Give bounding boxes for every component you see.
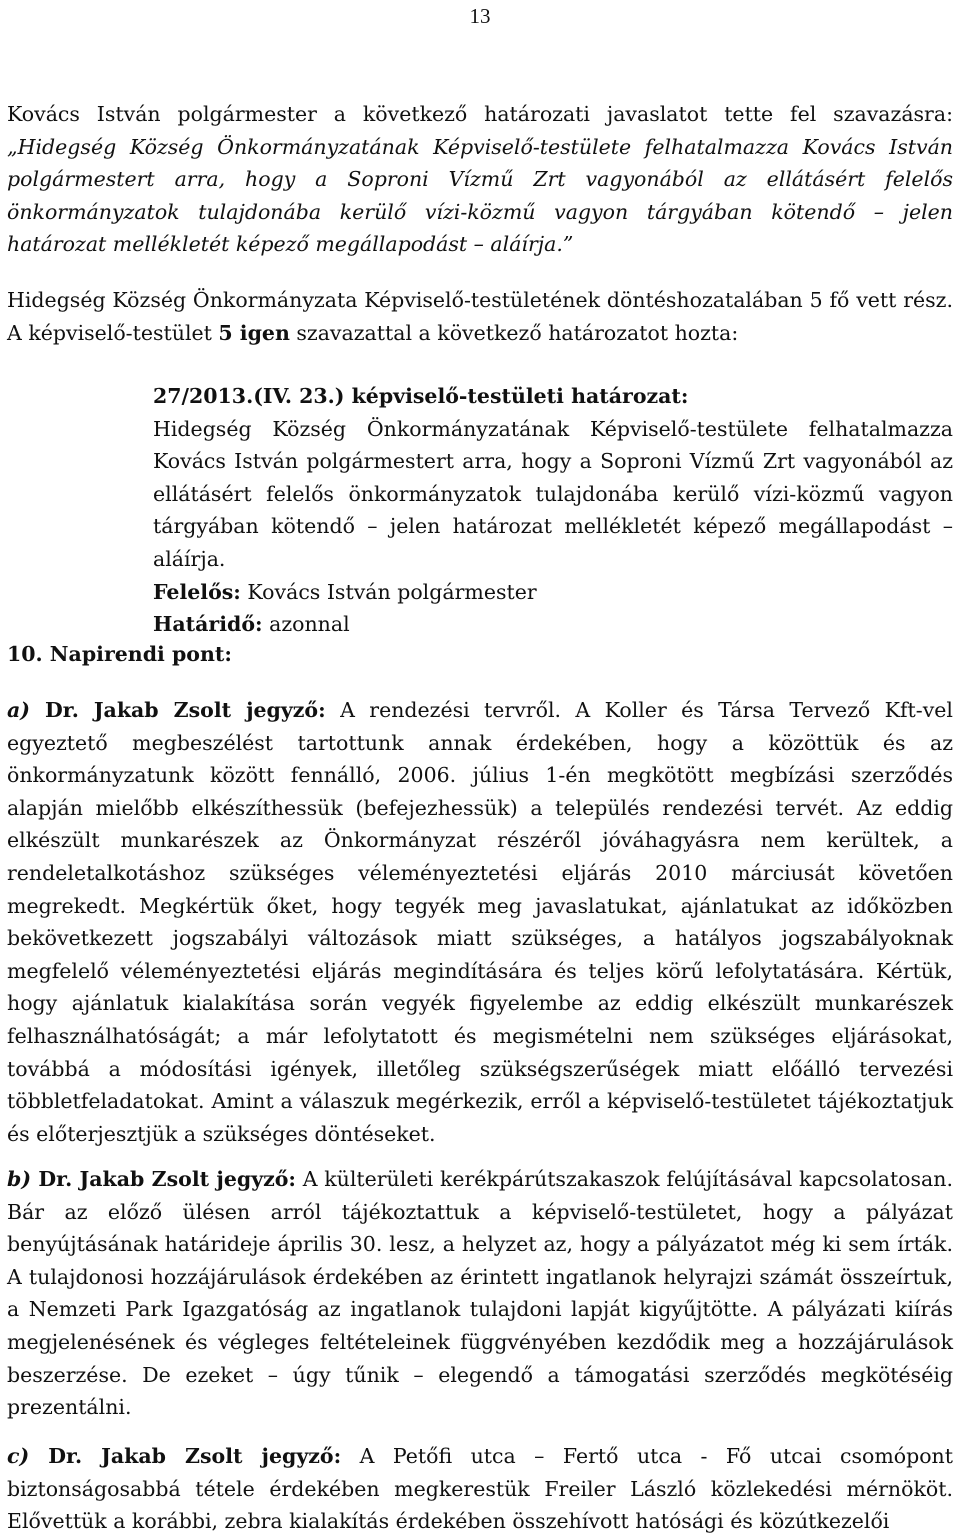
item-speaker: Dr. Jakab Zsolt jegyző: [29,1444,342,1468]
deadline-label: Határidő: [153,612,263,637]
intro-proposal: „Hidegség Község Önkormányzatának Képviselő-testülete felhatalmazza Kovács István polgármestert arra, hogy a Soproni Vízmű Zrt vagyonából az ellátásért felelős önkormányzatok tulajdonába kerülő vízi-közmű vagyon tárgyában kötendő – jelen határozat mellékletét képező megállapodást – aláírja.” [7,134,953,257]
responsible-value: Kovács István polgármester [240,579,537,604]
vote-paragraph [7,284,953,349]
agenda-heading: 10. Napirendi pont: [7,642,232,666]
item-text: A rendezési tervről. A Koller és Társa Tervező Kft-vel egyeztető megbeszélést tartottunk annak érdekében, hogy a közöttük és az önkormányzatunk között fennálló, 2006. július 1-én megkötött megbízási szerződés alapján mielőbb elkészíthessük (befejezhessük) a település rendezési tervét. Az eddig elkészült munkarészek az Önkormányzat részéről jóváhagyásra nem kerültek, a rendeletalkotáshoz szükséges véleményeztetési eljárás 2010 márciusát követően megrekedt. Megkértük őket, hogy tegyék meg javaslatukat, ajánlatukat az időközben bekövetkezett jogszabályi változások miatt szükséges, a hatályos jogszabályoknak megfelelő véleményeztetési eljárás megindítására és teljes körű lefolytatására. Kértük, hogy ajánlatuk kialakítása során vegyék figyelembe az eddig elkészült munkarészek felhasználhatóságát; a már lefolytatott és megismételni nem szükséges eljárásokat, továbbá a módosítási igények, illetőleg szükségszerűségek miatt előálló tervezési többletfeladatokat. Amint a válaszuk megérkezik, erről a képviselő-testületet tájékoztatjuk és előterjesztjük a szükséges döntéseket. [7,698,953,1146]
responsible-label: Felelős: [153,579,241,604]
item-c [7,1440,953,1538]
resolution-title: 27/2013.(IV. 23.) képviselő-testületi határozat: [153,384,689,408]
intro-speaker: Kovács István polgármester a következő határozati javaslatot tette fel szavazásra: [7,102,953,126]
item-letter: c) [7,1444,30,1468]
vote-participation: Hidegség Község Önkormányzata Képviselő-testületének döntéshozatalában 5 fő vett rész. [7,288,953,312]
vote-suffix: szavazattal a következő határozatot hozta: [289,320,739,345]
page-number: 13 [469,4,491,28]
item-speaker: Dr. Jakab Zsolt jegyző: [31,1167,296,1191]
item-b [7,1163,953,1424]
resolution-deadline [153,608,953,641]
item-text: A Petőfi utca – Fertő utca - Fő utcai csomópont biztonságosabbá tétele érdekében megkerestük Freiler László közlekedési mérnököt. Elővettük a korábbi, zebra kialakítás érdekében összehívott hatósági és közútkezelői [7,1444,954,1534]
item-a [7,694,953,1150]
item-letter: a) [7,698,30,722]
item-speaker: Dr. Jakab Zsolt jegyző: [29,698,326,722]
vote-prefix: A képviselő-testület [7,320,219,345]
item-letter: b) [7,1167,32,1191]
vote-count: 5 igen [218,320,290,345]
resolution-block [153,380,953,641]
intro-paragraph [7,98,953,261]
resolution-body: Hidegség Község Önkormányzatának Képviselő-testülete felhatalmazza Kovács István polgármestert arra, hogy a Soproni Vízmű Zrt vagyonából az ellátásért felelős önkormányzatok tulajdonába kerülő vízi-közmű vagyon tárgyában kötendő – jelen határozat mellékletét képező megállapodást – aláírja. [153,416,953,571]
deadline-value: azonnal [262,612,350,637]
item-text: A külterületi kerékpárútszakaszok felújításával kapcsolatosan. Bár az előző ülésen arról tájékoztattuk a képviselő-testületet, hogy a pályázat benyújtásának határideje április 30. lesz, a helyzet az, hogy a pályázatot még ki sem írták. A tulajdonosi hozzájárulások érdekében az érintett ingatlanok helyrajzi számát összeírtuk, a Nemzeti Park Igazgatóság az ingatlanok tulajdoni lapját kigyűjtötte. A pályázati kiírás megjelenésének és végleges feltételeinek függvényében kezdődik meg a hozzájárulások beszerzése. De ezeket – úgy tűnik – elegendő a támogatási szerződés megkötéséig prezentálni. [7,1167,953,1420]
resolution-responsible [153,576,953,609]
